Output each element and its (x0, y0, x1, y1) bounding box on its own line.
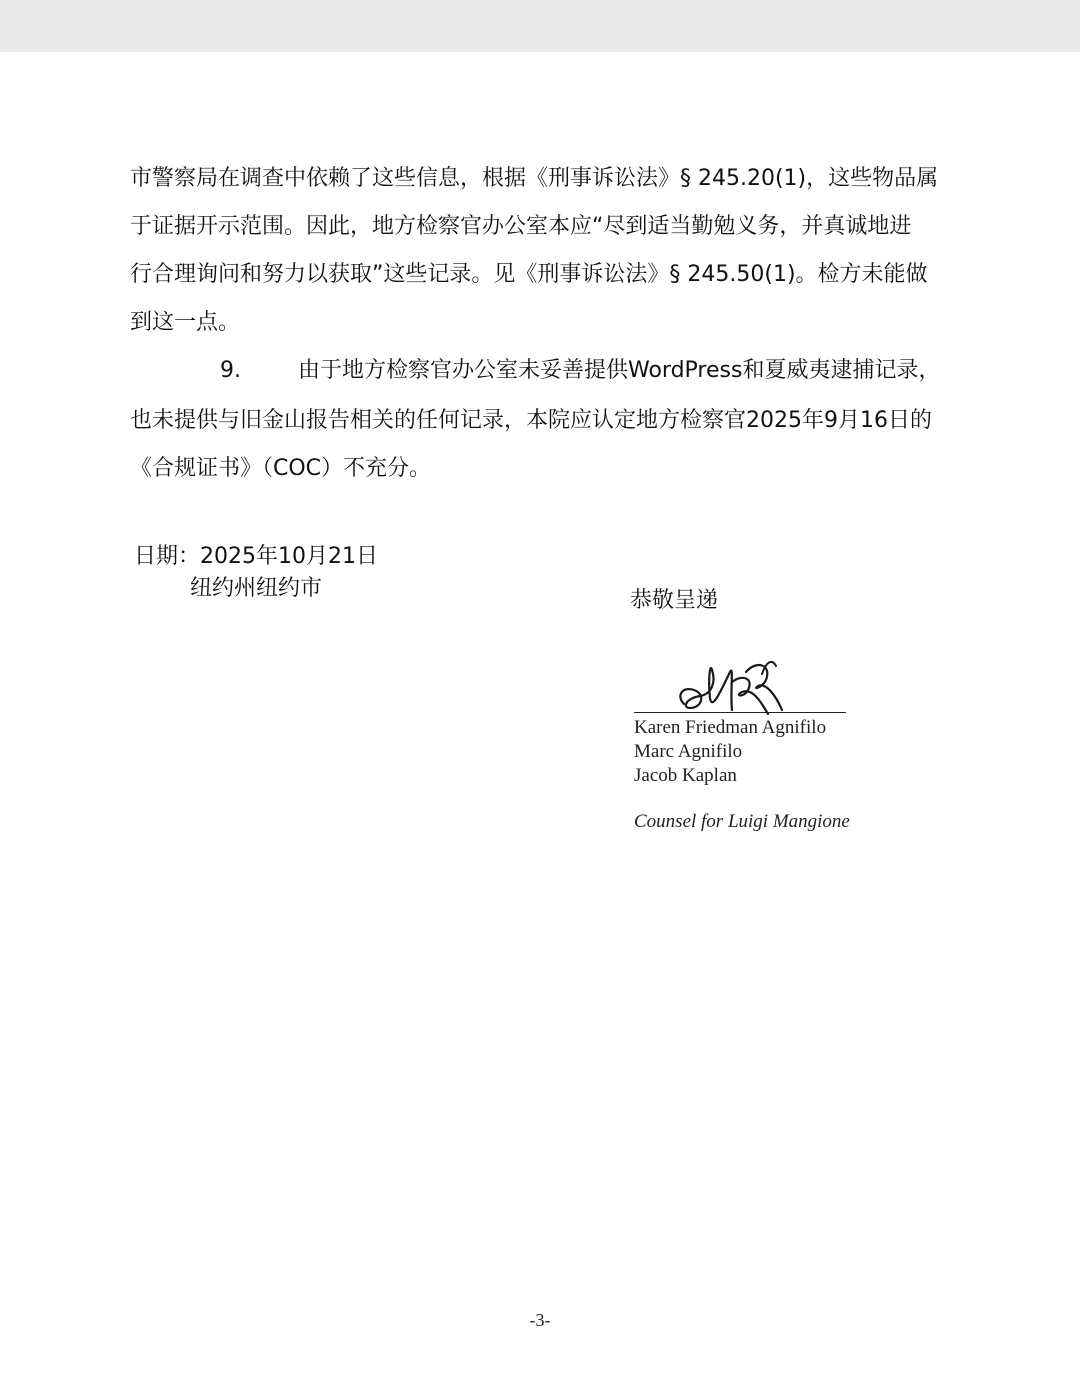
counsel-role: Counsel for Luigi Mangione (634, 811, 850, 832)
paragraph-8-line-3: 行合理询问和努力以获取”这些记录。见《刑事诉讼法》§ 245.50(1)。检方未能做 (130, 262, 928, 287)
page-number: -3- (529, 1310, 551, 1330)
paragraph-9-number: 9. (220, 358, 241, 383)
signatory-name-1: Karen Friedman Agnifilo (634, 717, 827, 738)
document-page (0, 52, 1080, 1400)
paragraph-8-line-2: 于证据开示范围。因此，地方检察官办公室本应“尽到适当勤勉义务，并真诚地进 (130, 214, 912, 239)
paragraph-8-line-1: 市警察局在调查中依赖了这些信息，根据《刑事诉讼法》§ 245.20(1)，这些物品属 (130, 166, 939, 191)
paragraph-9-line-3: 《合规证书》（COC）不充分。 (130, 456, 432, 481)
paragraph-9-line-1: 由于地方检察官办公室未妥善提供WordPress和夏威夷逮捕记录， (298, 358, 941, 383)
paragraph-8-line-4: 到这一点。 (130, 310, 241, 335)
signatory-name-2: Marc Agnifilo (634, 741, 743, 762)
date-line: 日期：2025年10月21日 (134, 544, 378, 569)
signatory-name-3: Jacob Kaplan (634, 765, 737, 786)
signature-line (634, 712, 846, 713)
paragraph-9-line-2: 也未提供与旧金山报告相关的任何记录，本院应认定地方检察官2025年9月16日的 (130, 408, 932, 433)
closing-text: 恭敬呈递 (630, 588, 719, 613)
location-line: 纽约州纽约市 (190, 576, 323, 601)
